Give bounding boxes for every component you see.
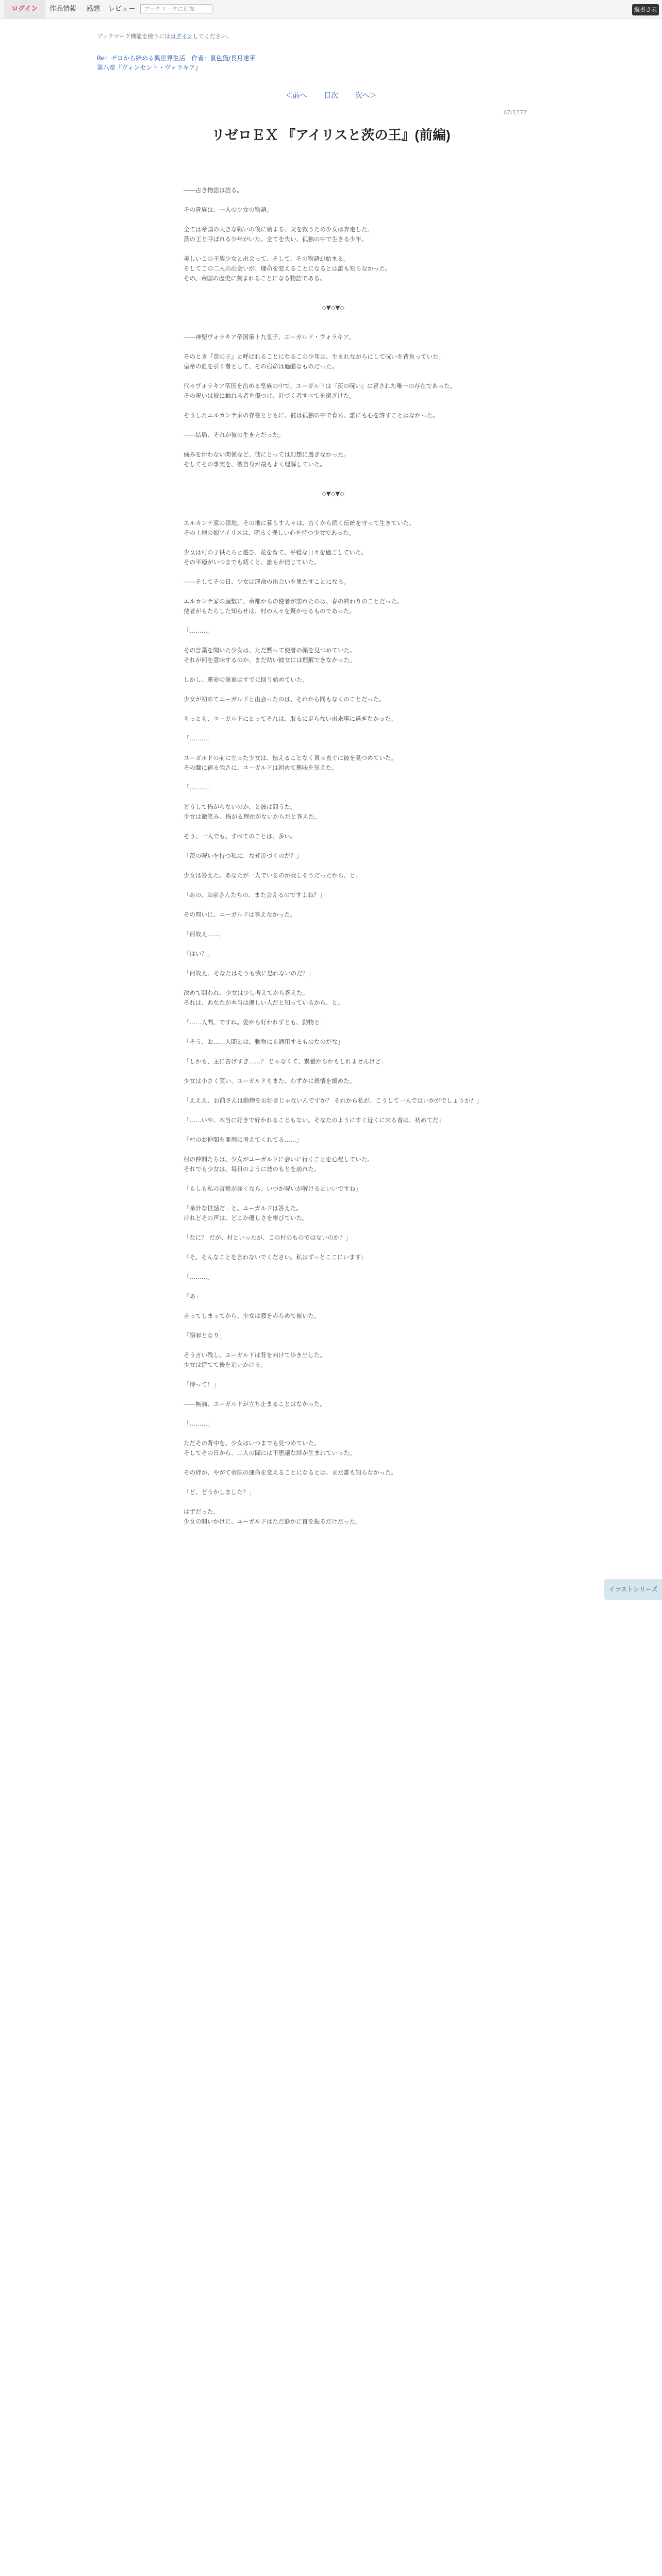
paragraph [184, 1389, 483, 1399]
paragraph: 少女は小さく笑い、ユーガルドもまた、わずかに表情を緩めた。 [184, 1077, 356, 1084]
notice-text: ブックマーク機能を使うには [97, 33, 171, 40]
paragraph [184, 616, 483, 626]
paragraph: ――古き物語は語る。 [184, 187, 243, 194]
paragraph: もっとも、ユーガルドにとってそれは、取るに足らない出来事に過ぎなかった。 [184, 715, 397, 722]
nav-link-impressions[interactable]: 感想 [87, 5, 101, 13]
paragraph: 少女が初めてユーガルドと出会ったのは、それから間もなくのことだった。 [184, 696, 385, 703]
paragraph [184, 313, 483, 323]
paragraph: そしてその事実を、彼自身が最もよく理解していた。 [184, 461, 326, 468]
login-button[interactable]: ログイン [4, 0, 45, 19]
paragraph [184, 567, 483, 577]
paragraph [184, 401, 483, 411]
paragraph: ――無論、ユーガルドが立ち止まることはなかった。 [184, 1400, 326, 1408]
paragraph [184, 420, 483, 430]
paragraph: 少女は答えた。あなたが一人でいるのが寂しそうだったから、と。 [184, 872, 361, 879]
paragraph [184, 283, 483, 293]
paragraph [184, 685, 483, 694]
paragraph [184, 479, 483, 489]
paragraph [184, 244, 483, 254]
paragraph: 「村のお仲間を亜剤に考えてくれてる……」 [184, 1136, 302, 1143]
paragraph: どうして怖がらないのか、と彼は問うた。 [184, 803, 296, 810]
paragraph: 代々ヴォラキア帝国を治める皇族の中で、ユーガルドは『茨の呪い』に冒された唯一の存在であった。 [184, 382, 456, 389]
paragraph [184, 822, 483, 832]
paragraph [184, 1174, 483, 1184]
next-button[interactable]: 次へ＞ [355, 92, 377, 100]
page-number: 67/1777 [503, 109, 527, 116]
paragraph: そうしたエルカンテ家の存在とともに、彼は孤独の中で育ち、誰にも心を許すことはなかった。 [184, 412, 439, 419]
paragraph: 「はい？」 [184, 950, 213, 957]
paragraph: 全ては帝国の大きな戦いの後に始まる、父を救うため少女は奔走した。 [184, 226, 373, 233]
nav-link-info[interactable]: 作品情報 [49, 5, 77, 13]
paragraph: その呪いは彼に触れる者を傷つけ、近づく者すべてを遠ざけた。 [184, 392, 355, 399]
paragraph: そう言い残し、ユーガルドは背を向けて歩き出した。 [184, 1351, 326, 1359]
paragraph [184, 1497, 483, 1507]
paragraph: それが何を意味するのか、まだ幼い彼女には理解できなかった。 [184, 656, 356, 664]
paragraph: 使者がもたらした知らせは、村の人々を驚かせるものであった。 [184, 607, 356, 615]
paragraph: その、帝国の歴史に刻まれることになる物語である。 [184, 275, 326, 282]
paragraph: 「何故え……」 [184, 930, 225, 938]
paragraph [184, 587, 483, 597]
paragraph [184, 743, 483, 753]
paragraph [184, 1027, 483, 1037]
notice-login-link[interactable]: ログイン [170, 33, 193, 40]
paragraph: ユーガルドの前に立った少女は、怯えることなく真っ直ぐに彼を見つめていた。 [184, 754, 397, 761]
paragraph: 「何故え、そなたはそうも我に恐れないのだ？」 [184, 970, 315, 977]
paragraph [184, 1243, 483, 1252]
paragraph: 少女は微笑み、怖がる理由がないからだと答えた。 [184, 813, 321, 820]
paragraph: 「なに？ だが、村といったが、この村のものではないのか？」 [184, 1234, 352, 1241]
paragraph: 改めて問われ、少女は少し考えてから答えた。 [184, 989, 309, 996]
paragraph [184, 499, 483, 509]
paragraph: 「謝罪となり」 [184, 1332, 225, 1339]
paragraph [184, 773, 483, 783]
paragraph: 言ってしまってから、少女は顔を赤らめて俯いた。 [184, 1312, 320, 1319]
paragraph: その瞳に宿る強さに、ユーガルドは初めて興味を覚えた。 [184, 764, 338, 771]
series-info[interactable]: Re：ゼロから始める異世界生活 作者：鼠色猫/長月達平 [97, 55, 256, 62]
paragraph: 少女は慌てて後を追いかける。 [184, 1361, 267, 1368]
paragraph: しかし、運命の歯車はすでに回り始めていた。 [184, 676, 308, 683]
paragraph: 少女の問いかけに、ユーガルドはただ静かに首を振るだけだった。 [184, 1518, 361, 1525]
paragraph [184, 792, 483, 802]
paragraph [184, 215, 483, 225]
vertical-view-button[interactable]: 縦書き表示 [632, 4, 659, 15]
nav-link-review[interactable]: レビュー [108, 5, 136, 13]
paragraph: 「待って！」 [184, 1381, 219, 1388]
paragraph [184, 440, 483, 450]
paragraph: 「………」 [184, 1273, 213, 1280]
paragraph: そのとき『茨の王』と呼ばれることになるこの少年は、生まれながらにして呪いを背負っていた。 [184, 353, 444, 360]
paragraph: 「………」 [184, 1420, 213, 1427]
paragraph [184, 1370, 483, 1380]
bookmark-add-button[interactable]: ブックマークに追加 [140, 4, 212, 13]
paragraph: 「えええ、お前さんは動物をお好きじゃないんですか？ それから私が、こうして一人ではいかがでしょうか？」 [184, 1097, 483, 1104]
paragraph: 「茨の呪いを持つ私に、なぜ近づくのだ？」 [184, 852, 302, 859]
paragraph [184, 880, 483, 890]
paragraph: 「そう、お……人間とは、動物にも通用するものなのだな」 [184, 1038, 344, 1045]
paragraph [184, 469, 483, 479]
paragraph [184, 1429, 483, 1438]
paragraph [184, 959, 483, 969]
paragraph: はずだった。 [184, 1508, 219, 1515]
paragraph: 「………」 [184, 784, 213, 791]
paragraph [184, 1223, 483, 1233]
paragraph [184, 636, 483, 646]
paragraph: 痛みを伴わない関係など、彼にとっては幻想に過ぎなかった。 [184, 451, 350, 458]
paragraph: 「あの、お前さんたちの、また会えるのですよね？」 [184, 891, 326, 899]
paragraph: 「……人間、ですね。姿から好かれずとも、動物と」 [184, 1019, 326, 1026]
paragraph: その貴族は、一人の少女の物語。 [184, 206, 273, 213]
paragraph: ――そしてその日、少女は運命の出会いを果たすことになる。 [184, 578, 350, 585]
paragraph [184, 1262, 483, 1272]
paragraph [184, 1145, 483, 1155]
paragraph: 皇帝の血を引く者として、その宿命は過酷なものだった。 [184, 363, 338, 370]
novel-body [184, 185, 483, 1527]
paragraph [184, 1321, 483, 1331]
section-divider: ◇▼◇▼◇ [321, 304, 345, 311]
paragraph: 「あ」 [184, 1293, 202, 1300]
paragraph [184, 1008, 483, 1018]
paragraph [184, 195, 483, 205]
paragraph [184, 1478, 483, 1487]
login-notice [97, 32, 233, 40]
chapter-name[interactable]: 第八章『ヴィンセント・ヴォラキア』 [97, 64, 202, 71]
paragraph: 茨の王と呼ばれる少年がいた。全てを失い、孤独の中で生きる少年。 [184, 235, 368, 243]
paragraph [184, 1458, 483, 1468]
paragraph: その絆が、やがて帝国の運命を変えることになるとは、まだ誰も知らなかった。 [184, 1469, 397, 1476]
paragraph [184, 342, 483, 352]
paragraph: エルカンテ家の屋敷に、帝都からの使者が訪れたのは、春の終わりのことだった。 [184, 598, 403, 605]
paragraph [184, 1086, 483, 1096]
paragraph [184, 665, 483, 675]
paragraph [184, 861, 483, 871]
paragraph: 「………」 [184, 627, 213, 634]
paragraph: それは、あなたが本当は優しい人だと知っているから、と。 [184, 999, 344, 1006]
paragraph [184, 293, 483, 303]
paragraph [184, 371, 483, 381]
paragraph [184, 939, 483, 949]
paragraph: 「そ、そんなことを言わないでください。私はずっとここにいます」 [184, 1253, 367, 1261]
paragraph [184, 1106, 483, 1115]
paragraph: ――神聖ヴォラキア帝国第十九皇子、ユーガルド・ヴォラキア。 [184, 333, 355, 341]
toc-button[interactable]: 目次 [324, 92, 338, 100]
paragraph [184, 1047, 483, 1057]
paragraph [184, 724, 483, 734]
paragraph: そしてその日から、二人の間には不思議な絆が生まれていった。 [184, 1449, 356, 1456]
paragraph [184, 1409, 483, 1419]
paragraph [184, 1194, 483, 1204]
paragraph: ――結局、それが彼の生き方だった。 [184, 431, 285, 438]
chapter-pager [0, 90, 662, 100]
paragraph [184, 841, 483, 851]
paragraph [184, 978, 483, 988]
paragraph: ただその背中を、少女はいつまでも見つめていた。 [184, 1439, 320, 1447]
paragraph: それでも少女は、毎日のように彼のもとを訪れた。 [184, 1165, 320, 1173]
paragraph: 「もしも私の言葉が届くなら、いつか呪いが解けるといいですね」 [184, 1185, 361, 1192]
paragraph: そう、一人でも、すべてのことは、多い。 [184, 833, 296, 840]
paragraph: エルカンテ家の領地、その地に暮らす人々は、古くから続く伝統を守って生きていた。 [184, 519, 415, 527]
paragraph [184, 1341, 483, 1350]
paragraph [184, 538, 483, 548]
paragraph: 「ど、どうかしました？」 [184, 1488, 255, 1496]
paragraph: けれどその声は、どこか優しさを帯びていた。 [184, 1214, 308, 1222]
prev-button[interactable]: ＜前へ [285, 92, 307, 100]
illustration-side-button[interactable]: イラストシリーズ [604, 1579, 662, 1600]
paragraph: そしてこの二人の出会いが、運命を変えることになるとは誰も知らなかった。 [184, 265, 391, 272]
paragraph: 「………」 [184, 735, 213, 742]
paragraph: 「しかも、主に告げすぎ……？ じゃなくて、緊張からかもしれませんけど」 [184, 1058, 387, 1065]
paragraph: 「……いや、本当に好きで好かれることもない。そなたのようにすぐ近くに来る者は、初めてだ」 [184, 1116, 444, 1124]
paragraph: 美しいこの王族少女と出会って、そして、その物語が始まる。 [184, 255, 350, 262]
notice-tail: してください。 [192, 33, 233, 40]
paragraph: その問いに、ユーガルドは答えなかった。 [184, 911, 296, 918]
paragraph [184, 900, 483, 910]
paragraph: 「余計な世話だ」と、ユーガルドは答えた。 [184, 1205, 302, 1212]
paragraph [184, 1125, 483, 1135]
paragraph [184, 1282, 483, 1292]
paragraph [184, 920, 483, 929]
paragraph: その言葉を聞いた少女は、ただ黙って使者の顔を見つめていた。 [184, 647, 356, 654]
paragraph [184, 1301, 483, 1311]
page-title: リゼロＥＸ 『アイリスと茨の王』(前編) [211, 127, 451, 143]
paragraph: 少女は村の子供たちと遊び、花を育て、平穏な日々を過ごしていた。 [184, 549, 367, 556]
top-navbar [0, 0, 662, 24]
paragraph: その土地の娘アイリスは、明るく優しい心を持つ少女であった。 [184, 529, 355, 536]
paragraph [184, 323, 483, 332]
paragraph [184, 704, 483, 714]
paragraph [184, 509, 483, 518]
paragraph [184, 1066, 483, 1076]
paragraph: 村の仲間たちは、少女がユーガルドに会いに行くことを心配していた。 [184, 1156, 373, 1163]
paragraph: その平穏がいつまでも続くと、誰もが信じていた。 [184, 558, 320, 566]
section-divider: ◇▼◇▼◇ [321, 490, 345, 497]
